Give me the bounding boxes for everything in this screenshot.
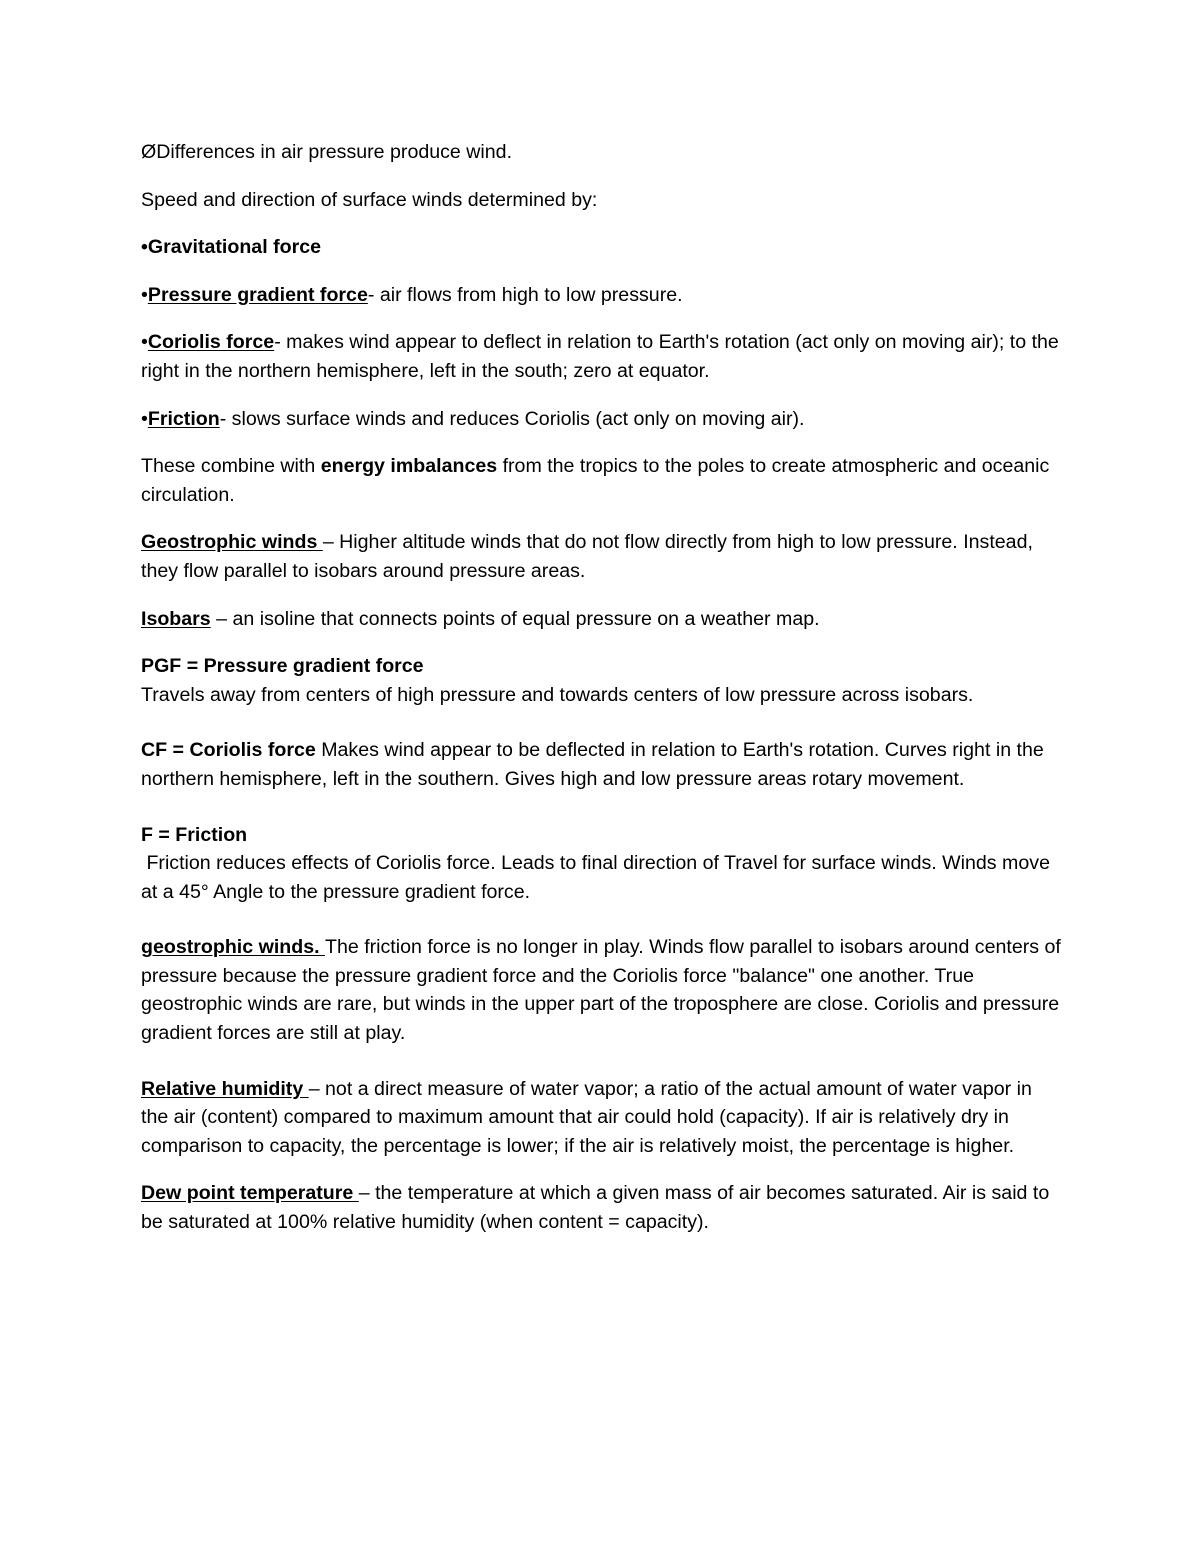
relative-humidity-term: Relative humidity	[141, 1077, 309, 1100]
cf-heading: CF = Coriolis force	[141, 739, 316, 762]
dew-point-definition	[141, 1179, 1061, 1236]
dew-point-text: – the temperature at which a given mass of air becomes saturated. Air is said to be saturated at 100% relative humidity (when content = capacity).	[141, 1182, 1050, 1234]
friction-text: - slows surface winds and reduces Coriolis (act only on moving air).	[219, 407, 805, 430]
coriolis-force-text: - makes wind appear to deflect in relation to Earth's rotation (act only on moving air); to the right in the northern hemisphere, left in the south; zero at equator.	[141, 331, 1059, 382]
energy-imbalances-paragraph	[141, 452, 1061, 509]
isobars-definition	[141, 605, 1061, 634]
pgf-text: Travels away from centers of high pressure and towards centers of low pressure across isobars.	[141, 683, 974, 706]
coriolis-force-term: Coriolis force	[147, 331, 275, 354]
energy-post-text: from the tropics to the poles to create atmospheric and oceanic circulation.	[141, 455, 1050, 506]
determinants-text: Speed and direction of surface winds determined by:	[141, 188, 598, 211]
geostrophic-winds-section	[141, 933, 1061, 1047]
determinants-paragraph	[141, 186, 1061, 215]
friction-section	[141, 821, 1061, 907]
pressure-gradient-force-text: - air flows from high to low pressure.	[367, 283, 683, 306]
relative-humidity-definition	[141, 1075, 1061, 1161]
bullet-coriolis-force	[141, 328, 1061, 385]
bullet-pressure-gradient-force	[141, 281, 1061, 310]
gravitational-force-term: Gravitational force	[147, 236, 322, 259]
friction-section-text: Friction reduces effects of Coriolis force. Leads to final direction of Travel for surface winds. Winds move at a 45° Angle to the pressure gradient force.	[141, 852, 1056, 903]
pgf-section	[141, 652, 1061, 709]
bullet-friction	[141, 405, 1061, 434]
pressure-gradient-force-term: Pressure gradient force	[147, 283, 368, 306]
energy-imbalances-term: energy imbalances	[320, 455, 498, 478]
energy-pre-text: These combine with	[141, 455, 321, 478]
friction-term: Friction	[147, 407, 220, 430]
geostrophic-winds-text: – Higher altitude winds that do not flow directly from high to low pressure. Instead, they flow parallel to isobars around pressure areas.	[141, 531, 1033, 582]
geostrophic-winds-heading: geostrophic winds.	[141, 936, 325, 959]
bullet-icon: •	[141, 331, 148, 354]
cf-text: Makes wind appear to be deflected in relation to Earth's rotation. Curves right in the northern hemisphere, left in the southern. Gives high and low pressure areas rotary movement.	[141, 739, 1044, 790]
dew-point-term: Dew point temperature	[141, 1182, 359, 1205]
intro-text: ØDifferences in air pressure produce wind.	[141, 141, 513, 163]
bullet-gravitational-force	[141, 233, 1061, 262]
geostrophic-winds-term: Geostrophic winds	[141, 531, 323, 554]
relative-humidity-text: – not a direct measure of water vapor; a ratio of the actual amount of water vapor in the air (content) compared to maximum amount that air could hold (capacity). If air is relatively dry in comparison to capacity, the percentage is lower; if the air is relatively moist, the percentage is higher.	[141, 1077, 1032, 1157]
intro-paragraph	[141, 138, 1061, 167]
pgf-heading: PGF = Pressure gradient force	[141, 655, 424, 678]
document-page	[141, 138, 1061, 1256]
isobars-term: Isobars	[141, 607, 211, 630]
isobars-text: – an isoline that connects points of equal pressure on a weather map.	[210, 607, 820, 630]
geostrophic-winds-section-text: The friction force is no longer in play. Winds flow parallel to isobars around centers of pressure because the pressure gradient force and the Coriolis force "balance" one another. True geostrophic winds are rare, but winds in the upper part of the troposphere are close. Coriolis and pressure gradient forces are still at play.	[141, 936, 1061, 1045]
bullet-icon: •	[141, 236, 148, 259]
bullet-icon: •	[141, 283, 148, 306]
cf-section	[141, 736, 1061, 793]
friction-heading: F = Friction	[141, 823, 248, 846]
geostrophic-winds-definition	[141, 528, 1061, 585]
bullet-icon: •	[141, 407, 148, 430]
